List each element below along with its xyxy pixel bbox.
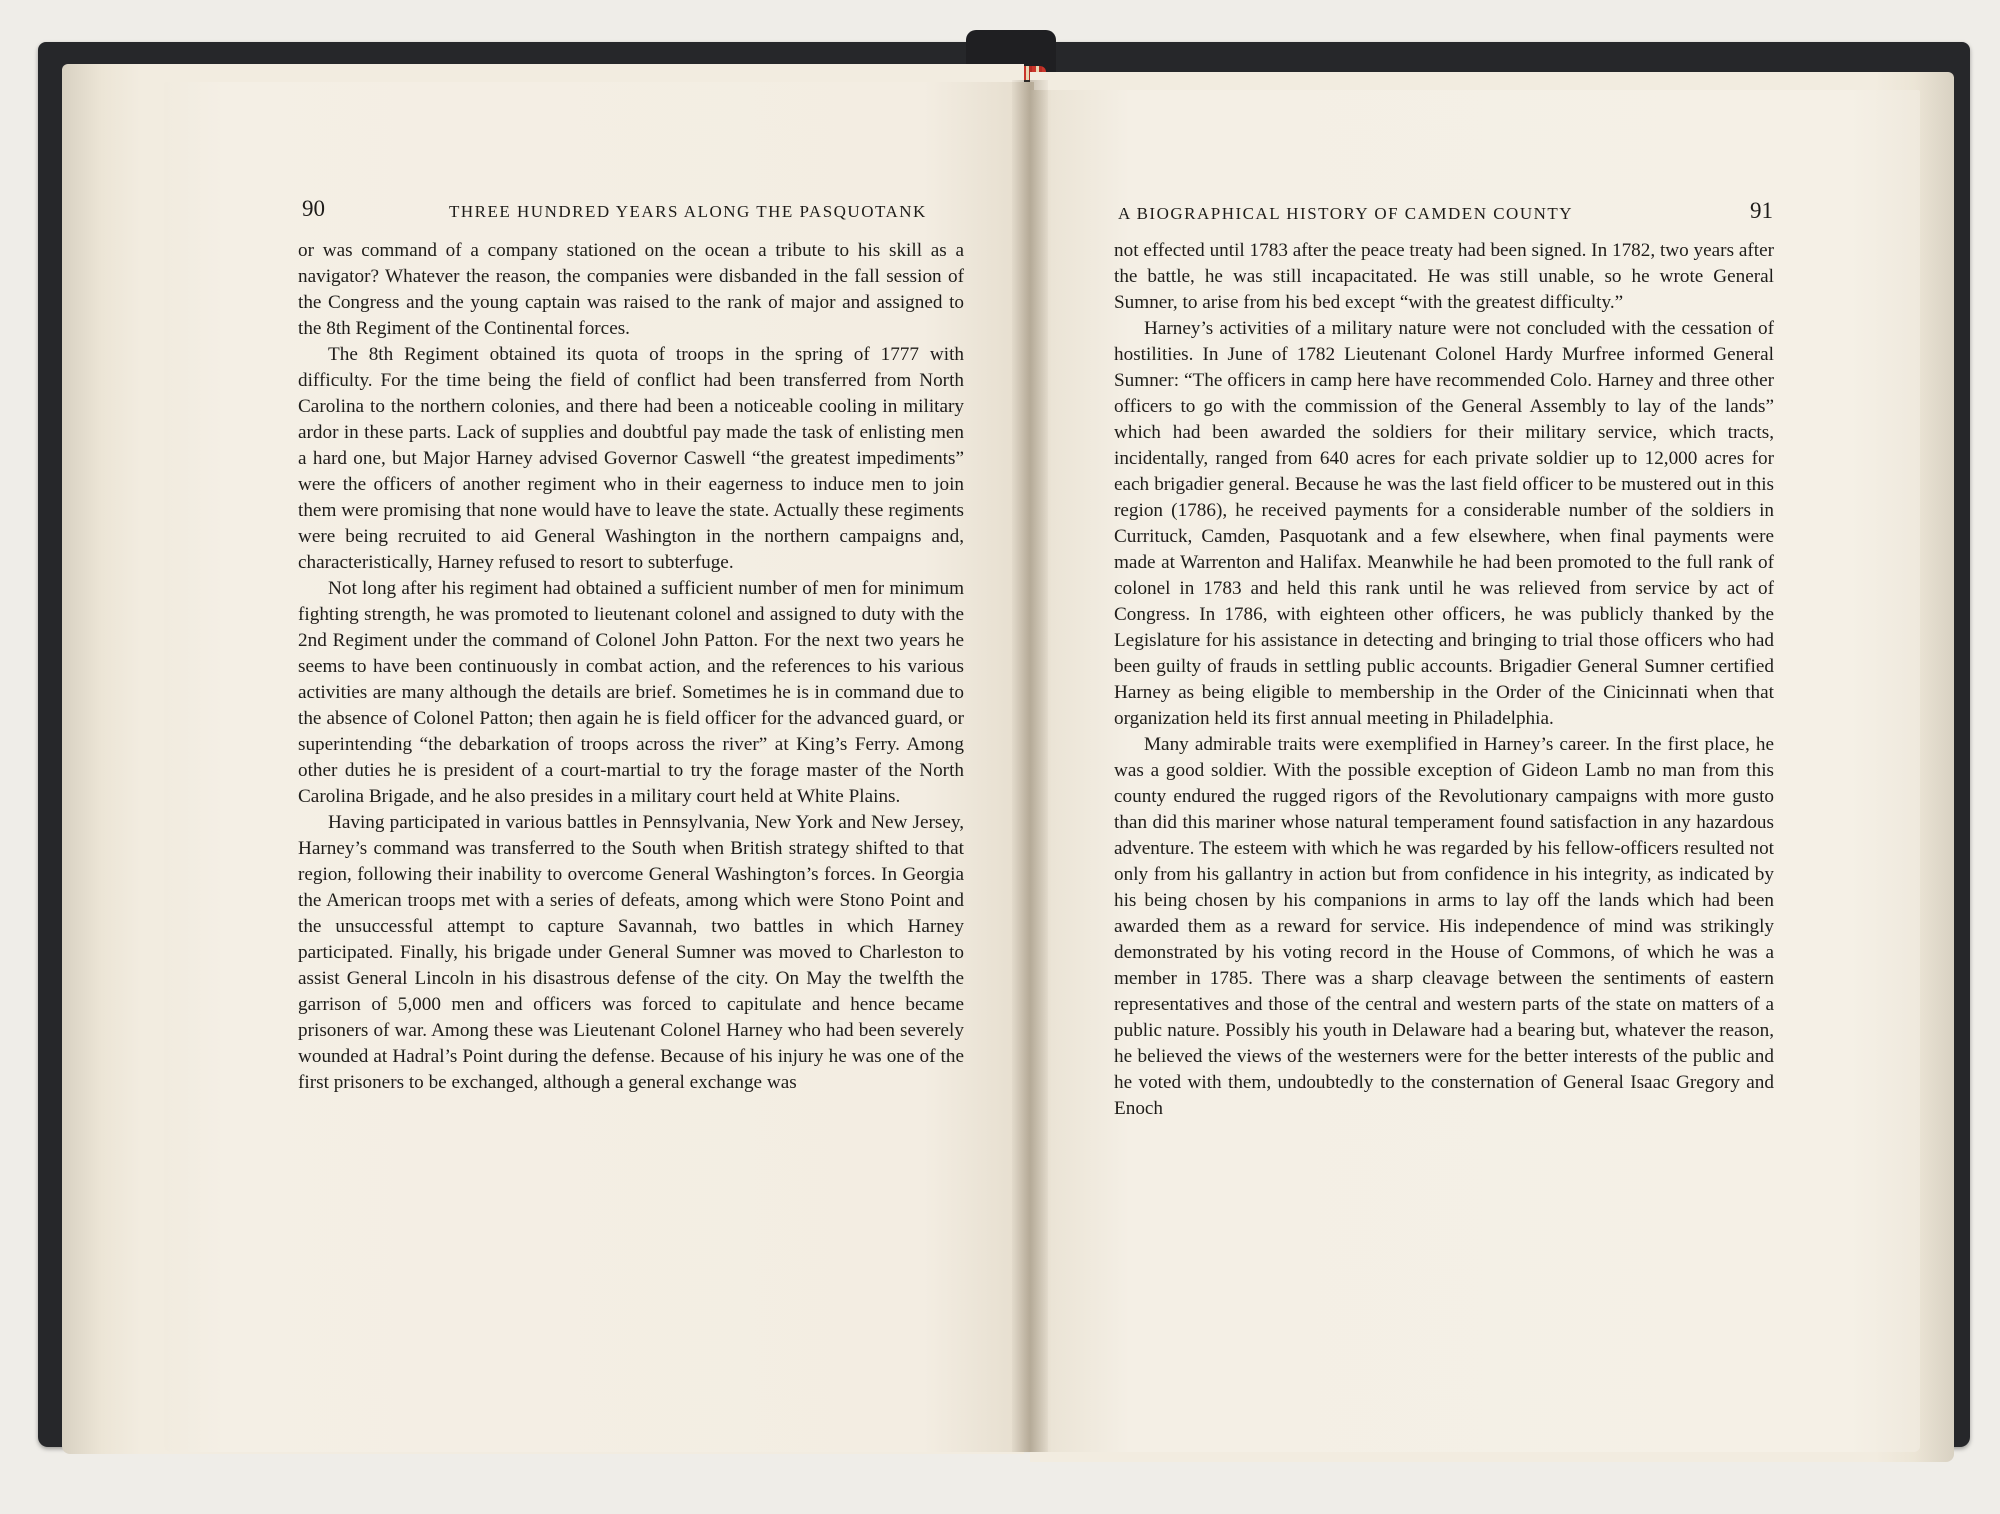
- left-page-text: [298, 238, 964, 1096]
- right-page: [1030, 90, 1920, 1452]
- paragraph: or was command of a company stationed on the ocean a tribute to his skill as a navigator? Whatever the reason, the companies were disbanded in the fall session of the Congress and the young captain was raised to the rank of major and assigned to the 8th Regiment of the Continental forces.: [298, 240, 964, 339]
- left-page-number: 90: [302, 196, 325, 221]
- right-running-head: A BIOGRAPHICAL HISTORY OF CAMDEN COUNTY: [1118, 204, 1574, 223]
- right-page-text: [1114, 238, 1774, 1122]
- paragraph: Harney’s activities of a military nature were not concluded with the cessation of hostilities. In June of 1782 Lieutenant Colonel Hardy Murfree informed General Sumner: “The officers in camp here have recommended Colo. Harney and three other officers to go with the commission of the General Assembly to lay of the lands” which had been awarded the soldiers for their military service, which tracts, incidentally, ranged from 640 acres for each private soldier up to 12,000 acres for each brigadier general. Because he was the last field officer to be mustered out in this region (1786), he received payments for a considerable number of the soldiers in Currituck, Camden, Pasquotank and a few elsewhere, when final payments were made at Warrenton and Halifax. Meanwhile he had been promoted to the full rank of colonel in 1783 and held this rank until he was relieved from service by act of Congress. In 1786, with eighteen other officers, he was publicly thanked by the Legislature for his assistance in detecting and bringing to trial those officers who had been guilty of frauds in settling public accounts. Brigadier General Sumner certified Harney as being eligible to membership in the Order of the Cinicinnati when that organization held its first annual meeting in Philadelphia.: [1114, 318, 1774, 729]
- paragraph: Not long after his regiment had obtained a sufficient number of men for minimum fighting strength, he was promoted to lieutenant colonel and assigned to duty with the 2nd Regiment under the command of Colonel John Patton. For the next two years he seems to have been continuously in combat action, and the references to his various activities are many although the details are brief. Sometimes he is in command due to the absence of Colonel Patton; then again he is field officer for the advanced guard, or superintending “the debarkation of troops across the river” at King’s Ferry. Among other duties he is president of a court-martial to try the forage master of the North Carolina Brigade, and he also presides in a military court held at White Plains.: [298, 578, 964, 807]
- left-running-head: THREE HUNDRED YEARS ALONG THE PASQUOTANK: [449, 202, 927, 221]
- right-page-number: 91: [1750, 198, 1773, 223]
- paragraph: The 8th Regiment obtained its quota of troops in the spring of 1777 with difficulty. For the time being the field of conflict had been transferred from North Carolina to the northern colonies, and there had been a noticeable cooling in military ardor in these parts. Lack of supplies and doubtful pay made the task of enlisting men a hard one, but Major Harney advised Governor Caswell “the greatest impediments” were the officers of another regiment who in their eagerness to induce men to join them were promising that none would have to leave the state. Actually these regiments were being recruited to aid General Washington in the northern campaigns and, characteristically, Harney refused to resort to subterfuge.: [298, 344, 964, 573]
- paragraph: not effected until 1783 after the peace treaty had been signed. In 1782, two years after the battle, he was still incapacitated. He was still unable, so he wrote General Sumner, to arise from his bed except “with the greatest difficulty.”: [1114, 240, 1774, 313]
- paragraph: Many admirable traits were exemplified in Harney’s career. In the first place, he was a good soldier. With the possible exception of Gideon Lamb no man from this county endured the rugged rigors of the Revolutionary campaigns with more gusto than did this mariner whose natural temperament found satisfaction in any hazardous adventure. The esteem with which he was regarded by his fellow-officers resulted not only from his gallantry in action but from confidence in his integrity, as indicated by his being chosen by his companions in arms to lay off the lands which had been awarded them as a reward for service. His independence of mind was strikingly demonstrated by his voting record in the House of Commons, of which he was a member in 1785. There was a sharp cleavage between the sentiments of eastern representatives and those of the central and western parts of the state on matters of a public nature. Possibly his youth in Delaware had a bearing but, whatever the reason, he believed the views of the westerners were for the better interests of the public and he voted with them, undoubtedly to the consternation of General Isaac Gregory and Enoch: [1114, 734, 1774, 1119]
- left-page: [164, 82, 1034, 1452]
- paragraph: Having participated in various battles in Pennsylvania, New York and New Jersey, Harney’s command was transferred to the South when British strategy shifted to that region, following their inability to overcome General Washington’s forces. In Georgia the American troops met with a series of defeats, among which were Stono Point and the unsuccessful attempt to capture Savannah, two battles in which Harney participated. Finally, his brigade under General Sumner was moved to Charleston to assist General Lincoln in his disastrous defense of the city. On May the twelfth the garrison of 5,000 men and officers was forced to capitulate and hence became prisoners of war. Among these was Lieutenant Colonel Harney who had been severely wounded at Hadral’s Point during the defense. Because of his injury he was one of the first prisoners to be exchanged, although a general exchange was: [298, 812, 964, 1093]
- gutter-shadow: [1012, 80, 1048, 1452]
